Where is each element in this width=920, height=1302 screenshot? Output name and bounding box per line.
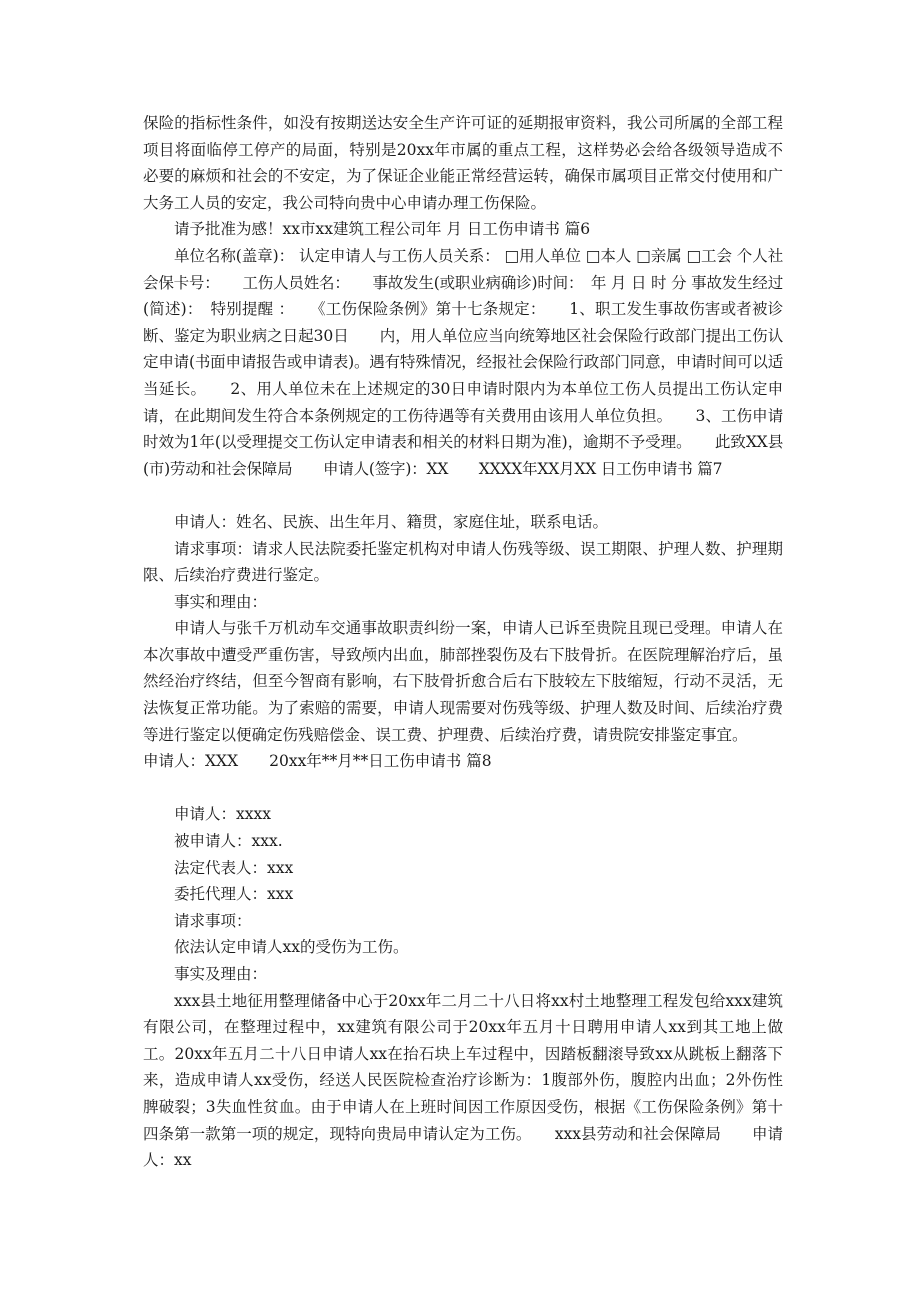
blank-line bbox=[143, 775, 783, 802]
blank-line bbox=[143, 482, 783, 509]
paragraph: 被申请人：xxx. bbox=[174, 832, 283, 851]
document-body bbox=[143, 110, 783, 1174]
paragraph: 依法认定申请人xx的受伤为工伤。 bbox=[174, 938, 409, 957]
paragraph: 单位名称(盖章)： 认定申请人与工伤人员关系： □用人单位 □本人 □亲属 □工会 个人社会保卡号： 工伤人员姓名： 事故发生(或职业病确诊)时间： 年 月 日 时 分 事故发生经过(简述)： 特别提醒 ： 《工伤保险条例》第十七条规定： 1、职工发生事故伤害或者被诊断、鉴定为职业病之日起30日 内，用人单位应当向统筹地区社会保险行政部门提出工伤认定申请(书面申请报告或申请表)。遇有特殊情况，经报社会保险行政部门同意，申请时间可以适当延长。 2、用人单位未在上述规定的30日申请时限内为本单位工伤人员提出工伤认定申请，在此期间发生符合本条例规定的工伤待遇等有关费用由该用人单位负担。 3、工伤申请时效为1年(以受理提交工伤认定申请表和相关的材料日期为准)，逾期不予受理。 此致XX县(市)劳动和社会保障局 申请人(签字)：XX XXXX年XX月XX 日工伤申请书 篇7 bbox=[143, 246, 783, 478]
paragraph: 申请人与张千万机动车交通事故职责纠纷一案，申请人已诉至贵院且现已受理。申请人在本次事故中遭受严重伤害，导致颅内出血，肺部挫裂伤及右下肢骨折。在医院理解治疗后，虽然经治疗终结，但至今智商有影响，右下肢骨折愈合后右下肢较左下肢缩短，行动不灵活，无法恢复正常功能。为了索赔的需要，申请人现需要对伤残等级、护理人数及时间、后续治疗费等进行鉴定以便确定伤残赔偿金、误工费、护理费、后续治疗费，请贵院安排鉴定事宜。 bbox=[143, 619, 783, 744]
paragraph: 申请人：XXX 20xx年**月**日工伤申请书 篇8 bbox=[143, 752, 492, 771]
paragraph: 保险的指标性条件，如没有按期送达安全生产许可证的延期报审资料，我公司所属的全部工程项目将面临停工停产的局面，特别是20xx年市属的重点工程，这样势必会给各级领导造成不必要的麻烦和社会的不安定，为了保证企业能正常经营运转，确保市属项目正常交付使用和广大务工人员的安定，我公司特向贵中心申请办理工伤保险。 bbox=[143, 114, 783, 212]
paragraph: 法定代表人：xxx bbox=[174, 858, 294, 877]
paragraph: 事实及理由： bbox=[174, 965, 268, 983]
paragraph: 请求事项：请求人民法院委托鉴定机构对申请人伤残等级、误工期限、护理人数、护理期限、后续治疗费进行鉴定。 bbox=[143, 539, 783, 585]
paragraph: 请求事项： bbox=[174, 911, 252, 930]
paragraph: 申请人：姓名、民族、出生年月、籍贯，家庭住址，联系电话。 bbox=[174, 512, 609, 531]
paragraph: 委托代理人：xxx bbox=[174, 885, 294, 904]
paragraph: 事实和理由： bbox=[174, 592, 268, 611]
paragraph: xxx县土地征用整理储备中心于20xx年二月二十八日将xx村土地整理工程发包给xxx建筑有限公司，在整理过程中，xx建筑有限公司于20xx年五月十日聘用申请人xx到其工地上做工。20xx年五月二十八日申请人xx在抬石块上车过程中，因踏板翻滚导致xx从跳板上翻落下来，造成申请人xx受伤，经送人民医院检查治疗诊断为：1腹部外伤，腹腔内出血；2外伤性脾破裂；3失血性贫血。由于申请人在上班时间因工作原因受伤，根据《工伤保险条例》第十四条第一款第一项的规定，现特向贵局申请认定为工伤。 xxx县劳动和社会保障局 申请人：xx bbox=[143, 991, 783, 1170]
paragraph: 申请人：xxxx bbox=[174, 805, 271, 824]
paragraph: 请予批准为感！xx市xx建筑工程公司年 月 日工伤申请书 篇6 bbox=[174, 220, 591, 239]
